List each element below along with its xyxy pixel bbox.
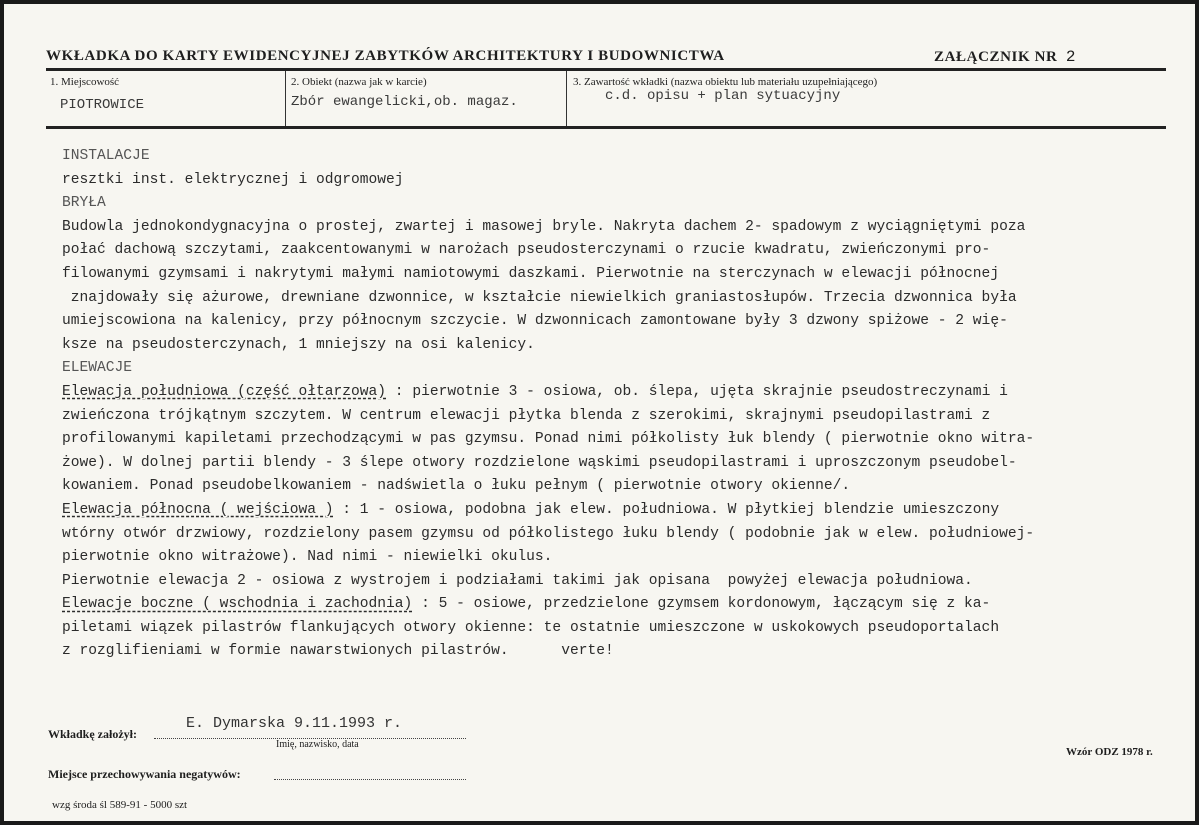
attachment-number-label <box>934 48 1076 66</box>
subheading-north-elevation: Elewacja północna ( wejściowa ) <box>62 501 334 518</box>
negatives-location-label: Miejsce przechowywania negatywów: <box>48 767 241 781</box>
text-line: resztki inst. elektrycznej i odgromowej <box>62 171 404 188</box>
field-separator <box>285 71 286 126</box>
attachment-number: 2 <box>1065 48 1077 66</box>
text-line: ksze na pseudosterczynach, 1 mniejszy na osi kalenicy. <box>62 336 535 353</box>
subheading-side-elevations: Elewacje boczne ( wschodnia i zachodnia) <box>62 596 413 613</box>
text-line: z rozglifieniami w formie nawarstwionych pilastrów. verte! <box>62 643 614 660</box>
text-line: żowe). W dolnej partii blendy - 3 ślepe otwory rozdzielone wąskimi pseudopilastrami i uproszczonym pseudobel- <box>62 454 1017 471</box>
form-title: WKŁADKA DO KARTY EWIDENCYJNEJ ZABYTKÓW ARCHITEKTURY I BUDOWNICTWA <box>46 48 725 64</box>
compiled-by-value: E. Dymarska 9.11.1993 r. <box>186 715 403 732</box>
field-label-locality: 1. Miejscowość <box>50 76 120 88</box>
subheading-south-elevation: Elewacja południowa (część ołtarzowa) <box>62 383 387 400</box>
text-line <box>62 593 1162 617</box>
text-line: Pierwotnie elewacja 2 - osiowa z wystrojem i podziałami takimi jak opisana powyżej elewacja południowa. <box>62 572 973 589</box>
description-text <box>62 145 1162 664</box>
text-line: Budowla jednokondygnacyjna o prostej, zwartej i masowej bryle. Nakryta dachem 2- spadowym z wyciągniętymi poza <box>62 218 1026 235</box>
field-label-object: 2. Obiekt (nazwa jak w karcie) <box>291 76 427 88</box>
text-span: : 1 - osiowa, podobna jak elew. południowa. W płytkiej blendzie umieszczony <box>333 501 1000 518</box>
text-line: pierwotnie okno witrażowe). Nad nimi - niewielki okulus. <box>62 549 553 566</box>
negatives-location-line <box>274 778 466 780</box>
text-line: filowanymi gzymsami i nakrytymi małymi namiotowymi daszkami. Pierwotnie na sterczynach w elewacji północnej <box>62 265 1000 282</box>
section-heading: INSTALACJE <box>62 148 150 164</box>
text-span: : 5 - osiowe, przedzielone gzymsem kordonowym, łączącym się z ka- <box>412 596 991 613</box>
text-line: wtórny otwór drzwiowy, rozdzielony pasem gzymsu od półkolistego łuku blendy ( podobnie jak w elew. południowej- <box>62 525 1035 542</box>
field-value-object: Zbór ewangelicki,ob. magaz. <box>291 94 518 110</box>
form-model: Wzór ODZ 1978 r. <box>1066 746 1153 758</box>
fields-bottom-rule <box>46 126 1166 129</box>
compiled-by-caption: Imię, nazwisko, data <box>276 739 359 750</box>
text-line: zwieńczona trójkątnym szczytem. W centrum elewacji płytka blenda z szerokimi, skrajnymi pseudopilastrami z <box>62 407 991 424</box>
top-rule <box>46 68 1166 71</box>
section-heading: ELEWACJE <box>62 360 133 377</box>
text-line: połać dachową szczytami, zaakcentowanymi w narożach pseudosterczynami o rzucie kwadratu, zwieńczonymi pro- <box>62 242 991 259</box>
text-line: profilowanymi kapiletami przechodzącymi w pas gzymsu. Ponad nimi półkolisty łuk blendy ( pierwotnie okno witra- <box>62 431 1035 448</box>
field-label-contents: 3. Zawartość wkładki (nazwa obiektu lub materiału uzupełniającego) <box>573 76 878 88</box>
field-value-contents: c.d. opisu + plan sytuacyjny <box>605 88 841 104</box>
compiled-by-label: Wkładkę założył: <box>48 727 137 741</box>
text-line <box>62 499 1162 523</box>
text-span: : pierwotnie 3 - osiowa, ob. ślepa, ujęta skrajnie pseudostreczynami i <box>386 383 1008 400</box>
field-separator <box>566 71 567 126</box>
print-info: wzg środa śl 589-91 - 5000 szt <box>52 799 188 811</box>
text-line: umiejscowiona na kalenicy, przy północnym szczycie. W dzwonnicach zamontowane były 3 dzwony spiżowe - 2 wię- <box>62 313 1008 330</box>
text-line: piletami wiązek pilastrów flankujących otwory okienne: te ostatnie umieszczone w uskokowych pseudoportalach <box>62 619 1000 636</box>
field-value-locality: PIOTROWICE <box>60 97 145 113</box>
text-line: kowaniem. Ponad pseudobelkowaniem - nadświetla o łuku pełnym ( pierwotnie otwory okienne/. <box>62 478 851 495</box>
text-line: znajdowały się ażurowe, drewniane dzwonnice, w kształcie niewielkich graniastosłupów. Trzecia dzwonnica była <box>62 289 1017 306</box>
inventory-card <box>4 4 1195 821</box>
attachment-label: ZAŁĄCZNIK NR <box>934 49 1058 65</box>
section-heading: BRYŁA <box>62 195 106 212</box>
text-line <box>62 381 1162 405</box>
